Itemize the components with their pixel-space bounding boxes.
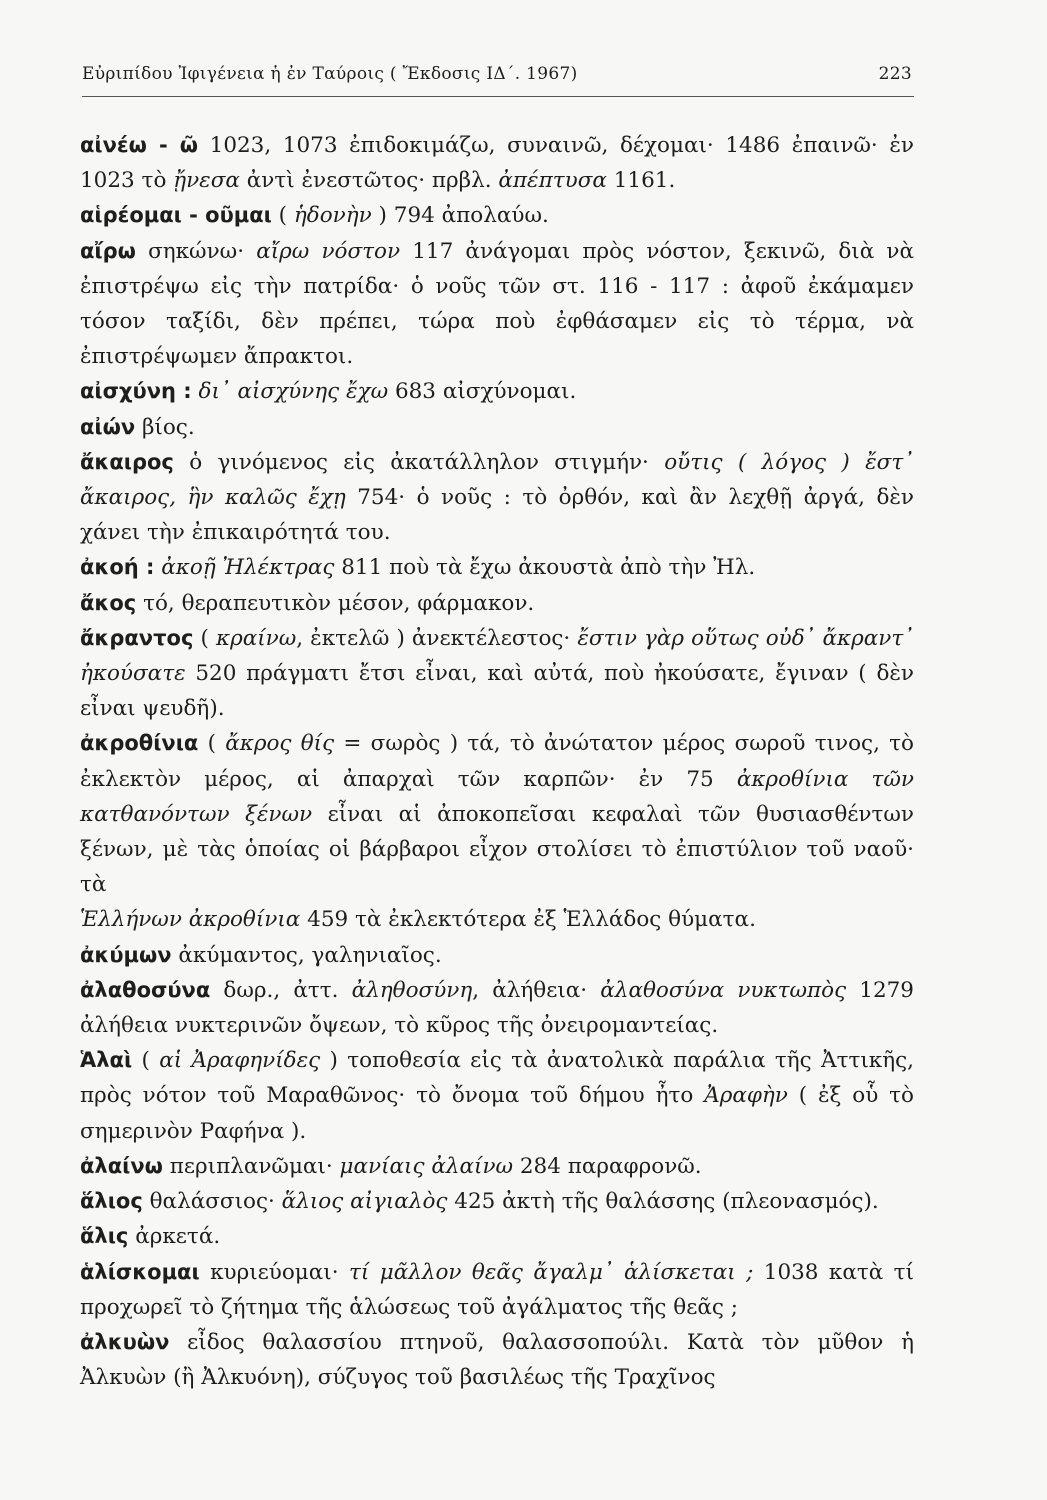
headword: ἄκαιρος bbox=[80, 449, 174, 474]
headword: ἀλκυὼν bbox=[80, 1329, 170, 1354]
entry-text: 683 αἰσχύνομαι. bbox=[388, 379, 577, 405]
entry-text: εἶναι αἱ ἀποκοπεῖσαι κεφαλαὶ τῶν θυσιασθέντων ξένων, μὲ τὰς ὁποίας οἱ βάρβαροι εἶχον στολίσει τὸ ἐπιστύλιον τοῦ ναοῦ· τὰ bbox=[80, 801, 914, 898]
entry-text: ἀρκετά. bbox=[128, 1224, 221, 1250]
glossary-entry bbox=[80, 128, 914, 198]
entry-citation: Ἑλλήνων ἀκροθίνια bbox=[80, 907, 301, 933]
entry-text: 520 πράγματι ἔτσι εἶναι, καὶ αὐτά, ποὺ ἠκούσατε, ἔγιναν ( δὲν εἶναι ψευδῆ). bbox=[80, 661, 914, 722]
entry-citation: Ἀραφὴν bbox=[704, 1083, 788, 1109]
glossary-entry bbox=[80, 1149, 914, 1184]
entry-citation: τί μᾶλλον θεᾶς ἄγαλμ᾽ ἁλίσκεται ; bbox=[348, 1259, 754, 1285]
header-rule bbox=[82, 96, 914, 97]
glossary-entry bbox=[80, 374, 914, 409]
glossary-entry bbox=[80, 586, 914, 621]
glossary-entry bbox=[80, 726, 914, 902]
entry-citation: ἄκρος θίς bbox=[225, 731, 335, 757]
headword: ἅλιος bbox=[80, 1189, 143, 1214]
entry-text: ἀκύμαντος, γαληνιαῖος. bbox=[171, 942, 442, 968]
entry-text: ( bbox=[271, 203, 294, 229]
headword: Ἁλαὶ bbox=[80, 1048, 133, 1073]
entry-text: 117 ἀνάγομαι πρὸς νόστον, ξεκινῶ, διὰ νὰ ἐπιστρέψω εἰς τὴν πατρίδα· ὁ νοῦς τῶν στ. 116 - 117 : ἀφοῦ ἐκάμαμεν τόσον ταξίδι, δὲν πρέπει, τώρα ποὺ ἐφθάσαμεν εἰς τὸ τέρμα, νὰ ἐπιστρέψωμεν ἄπρακτοι. bbox=[80, 238, 914, 370]
glossary-entry bbox=[80, 410, 914, 445]
glossary-entry bbox=[80, 1325, 914, 1395]
headword: ἀκύμων bbox=[80, 942, 172, 967]
entry-text: 754· ὁ νοῦς : τὸ ὀρθόν, καὶ ἂν λεχθῇ ἀργά, δὲν χάνει τὴν ἐπικαιρότητά του. bbox=[80, 485, 914, 546]
headword: ἀλαθοσύνα bbox=[80, 977, 211, 1002]
headword: αἴρω bbox=[80, 238, 136, 263]
entry-citation: ἡδονὴν bbox=[293, 203, 372, 229]
entry-text: 284 παραφρονῶ. bbox=[513, 1153, 702, 1179]
glossary-entry bbox=[80, 445, 914, 551]
entry-text: ( bbox=[198, 731, 226, 757]
entry-text: 459 τὰ ἐκλεκτότερα ἐξ Ἑλλάδος θύματα. bbox=[300, 907, 756, 933]
glossary-entry bbox=[80, 1043, 914, 1149]
entry-text: βίος. bbox=[135, 414, 195, 440]
glossary-entry bbox=[80, 902, 914, 937]
entry-text: 1023, 1073 ἐπιδοκιμάζω, συναινῶ, δέχομαι· 1486 ἐπαινῶ· ἐν 1023 τὸ bbox=[80, 133, 914, 194]
glossary-entry bbox=[80, 1255, 914, 1325]
entry-citation: κραίνω bbox=[215, 625, 297, 651]
glossary-entry bbox=[80, 234, 914, 375]
headword: ἄκος bbox=[80, 590, 137, 615]
glossary-entry bbox=[80, 1184, 914, 1219]
running-header bbox=[82, 64, 912, 84]
entry-citation: αἴρω νόστον bbox=[256, 238, 401, 264]
entry-text: ὁ γινόμενος εἰς ἀκατάλληλον στιγμήν· bbox=[173, 449, 665, 475]
entry-text: = σωρὸς ) τά, τὸ ἀνώτατον μέρος σωροῦ τινος, τὸ ἐκλεκτὸν μέρος, αἱ ἀπαρχαὶ τῶν καρπῶν· ἐν 75 bbox=[80, 731, 914, 792]
headword: ἀκοή : bbox=[80, 555, 155, 580]
entry-text: 1038 κατὰ τί προχωρεῖ τὸ ζήτημα τῆς ἁλώσεως τοῦ ἀγάλματος τῆς θεᾶς ; bbox=[80, 1259, 914, 1320]
entry-citation: ᾔνεσα bbox=[173, 168, 240, 194]
glossary-entry bbox=[80, 621, 914, 727]
entry-text: ) 794 ἀπολαύω. bbox=[371, 203, 549, 229]
entry-text: θαλάσσιος· bbox=[142, 1189, 282, 1215]
entry-text: 1161. bbox=[606, 168, 676, 194]
glossary-entry bbox=[80, 550, 914, 585]
headword: ἅλις bbox=[80, 1224, 129, 1249]
entry-text: 1279 ἀλήθεια νυκτερινῶν ὄψεων, τὸ κῦρος τῆς ὀνειρομαντείας. bbox=[80, 977, 914, 1039]
entry-citation: δι᾽ αἰσχύνης ἔχω bbox=[198, 379, 389, 405]
entry-text: 425 ἀκτὴ τῆς θαλάσσης (πλεονασμός). bbox=[447, 1189, 879, 1215]
entry-text: ἀντὶ ἐνεστῶτος· πρβλ. bbox=[239, 168, 499, 194]
entry-text: εἶδος θαλασσίου πτηνοῦ, θαλασσοπούλι. Κατὰ τὸν μῦθον ἡ Ἀλκυὼν (ἢ Ἀλκυόνη), σύζυγος τοῦ βασιλέως τῆς Τραχῖνος bbox=[80, 1329, 914, 1391]
glossary-entry bbox=[80, 1219, 914, 1254]
entry-text: ( bbox=[132, 1048, 160, 1074]
glossary-entry bbox=[80, 198, 914, 233]
entry-text: ) τοποθεσία εἰς τὰ ἀνατολικὰ παράλια τῆς Ἀττικῆς, πρὸς νότον τοῦ Μαραθῶνος· τὸ ὄνομα τοῦ δήμου ἦτο bbox=[80, 1048, 914, 1109]
entry-text: , ἀλήθεια· bbox=[472, 977, 601, 1003]
entry-text: ( ἐξ οὗ τὸ σημερινὸν Ραφήνα ). bbox=[80, 1083, 914, 1144]
headword: αἰών bbox=[80, 414, 136, 439]
headword: ἀλαίνω bbox=[80, 1153, 163, 1178]
entry-text: ( bbox=[193, 625, 216, 651]
glossary-entry bbox=[80, 938, 914, 973]
headword: ἄκραντος bbox=[80, 625, 194, 650]
page-number: 223 bbox=[878, 64, 912, 84]
entry-text: κυριεύομαι· bbox=[199, 1259, 349, 1285]
entry-text bbox=[192, 379, 199, 404]
entry-citation: ἀκροθίνια τῶν κατθανόντων ξένων bbox=[80, 766, 915, 827]
entry-text: σηκώνω· bbox=[135, 238, 257, 264]
entry-citation: ἔστιν γὰρ οὕτως οὐδ᾽ ἄκραντ᾽ ἠκούσατε bbox=[80, 625, 915, 687]
header-title: Εὐριπίδου Ἰφιγένεια ἡ ἐν Ταύροις ( Ἔκδοσις ΙΔ΄. 1967) bbox=[82, 64, 578, 84]
entry-text: περιπλανῶμαι· bbox=[162, 1153, 340, 1179]
entry-text: δωρ., ἀττ. bbox=[210, 977, 352, 1003]
entry-citation: αἱ Ἀραφηνίδες bbox=[159, 1048, 321, 1074]
entry-citation: ἀλαθοσύνα νυκτωπὸς bbox=[600, 977, 847, 1003]
headword: αἱρέομαι - οῦμαι bbox=[80, 203, 272, 228]
headword: αἰνέω - ῶ bbox=[80, 133, 199, 157]
entry-citation: ἀληθοσύνη bbox=[351, 977, 473, 1003]
entry-text: τό, θεραπευτικὸν μέσον, φάρμακον. bbox=[136, 590, 535, 616]
headword: ἁλίσκομαι bbox=[80, 1259, 200, 1284]
headword: αἰσχύνη : bbox=[80, 379, 192, 404]
entry-text: , ἐκτελῶ ) ἀνεκτέλεστος· bbox=[296, 625, 578, 651]
entry-citation: μανίαις ἀλαίνω bbox=[339, 1153, 514, 1179]
entry-citation: ἅλιος αἰγιαλὸς bbox=[281, 1189, 448, 1215]
headword: ἀκροθίνια bbox=[80, 731, 199, 756]
entry-citation: ἀπέπτυσα bbox=[498, 168, 607, 194]
glossary-entry bbox=[80, 973, 914, 1043]
entry-citation: οὔτις ( λόγος ) ἔστ᾽ ἄκαιρος, ἣν καλῶς ἔχῃ bbox=[80, 449, 914, 511]
entry-text: 811 ποὺ τὰ ἔχω ἀκουστὰ ἀπὸ τὴν Ἠλ. bbox=[334, 555, 756, 581]
glossary-body bbox=[80, 128, 914, 1395]
entry-citation: ἀκοῇ Ἠλέκτρας bbox=[161, 555, 335, 581]
